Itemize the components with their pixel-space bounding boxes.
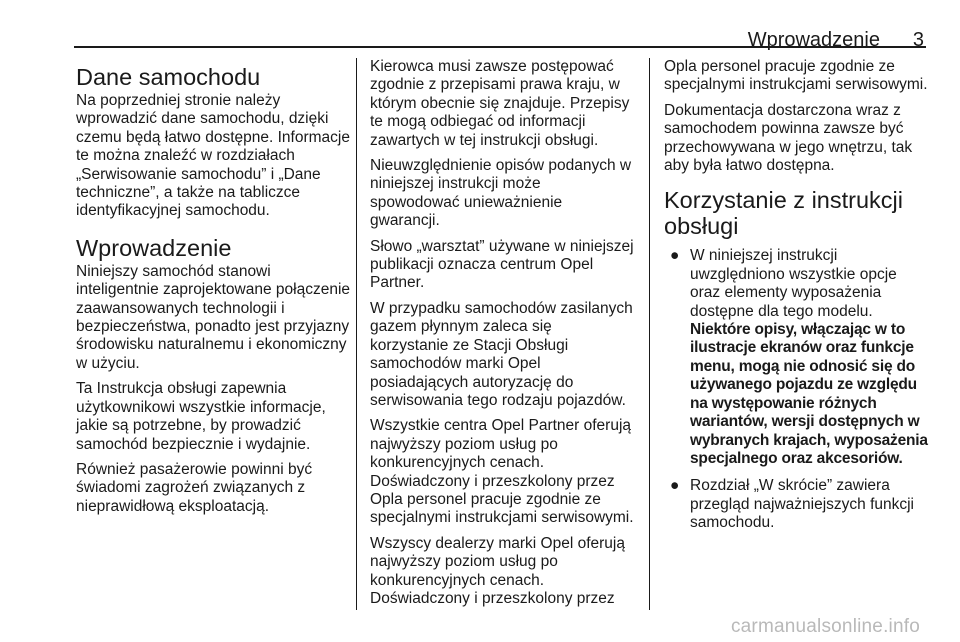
paragraph: Dokumentacja dostarczona wraz z samochodem powinna zawsze być przechowywana w jego wnętrzu, tak aby była łatwo dostępna.	[664, 101, 913, 175]
paragraph: Również pasażerowie powinni być świadomi zagrożeń związanych z nieprawidłową eksploatacją.	[76, 460, 313, 515]
page-header	[74, 0, 926, 51]
paragraph: Kierowca musi zawsze postępować zgodnie z przepisami prawa kraju, w którym obecnie się znajduje. Przepisy te mogą odbiegać od informacji zawartych w tej instrukcji obsługi.	[370, 58, 630, 149]
column-left	[76, 58, 352, 523]
heading-using-manual: Korzystanie z instrukcji obsługi	[664, 187, 903, 240]
column-middle	[370, 58, 634, 615]
paragraph: Wszystkie centra Opel Partner oferują najwyższy poziom usług po konkurencyjnych cenach. Doświadczony i przeszkolony przez Opla personel pracuje zgodnie ze specjalnymi instrukcjami serwisowymi.	[370, 417, 634, 527]
list-item-text: W niniejszej instrukcji uwzględniono wszystkie opcje oraz elementy wyposażenia dostępne dla tego modelu.	[690, 247, 897, 320]
column-divider	[649, 58, 650, 610]
paragraph: Opla personel pracuje zgodnie ze specjalnymi instrukcjami serwisowymi.	[664, 58, 928, 94]
watermark: carmanualsonline.info	[730, 616, 920, 637]
paragraph: Ta Instrukcja obsługi zapewnia użytkownikowi wszystkie informacje, jakie są potrzebne, by prowadzić samochód bezpiecznie i wydajnie.	[76, 380, 326, 453]
page-number: 3	[912, 29, 924, 51]
bullet-icon: ●	[670, 477, 680, 495]
heading-vehicle-data: Dane samochodu	[76, 64, 261, 90]
column-right	[664, 58, 930, 542]
paragraph: Wszyscy dealerzy marki Opel oferują najwyższy poziom usług po konkurencyjnych cenach. Doświadczony i przeszkolony przez	[370, 534, 625, 607]
paragraph: Na poprzedniej stronie należy wprowadzić dane samochodu, dzięki czemu będą łatwo dostępne. Informacje te można znaleźć w rozdziałach „Serwisowanie samochodu” i „Dane techniczne”, a także na tabliczce identyfikacyjnej samochodu.	[76, 92, 350, 220]
page-title: Wprowadzenie	[747, 29, 880, 51]
bullet-list	[664, 247, 930, 532]
paragraph: Słowo „warsztat” używane w niniejszej publikacji oznacza centrum Opel Partner.	[370, 237, 634, 292]
paragraph: Niniejszy samochód stanowi inteligentnie zaprojektowane połączenie zaawansowanych technologii i bezpieczeństwa, ponadto jest przyjazny środowisku naturalnemu i ekonomiczny w użyciu.	[76, 262, 351, 372]
heading-introduction: Wprowadzenie	[76, 234, 232, 261]
column-divider	[356, 58, 357, 610]
list-item-text: Rozdział „W skrócie” zawiera przegląd najważniejszych funkcji samochodu.	[690, 477, 915, 532]
list-item-bold-note: Niektóre opisy, włączając w to ilustracje ekranów oraz funkcje menu, mogą nie odnosić się do używanego pojazdu ze względu na występowanie różnych wariantów, wersji dostępnych w wybranych krajach, wyposażenia specjalnego oraz akcesoriów.	[690, 321, 928, 467]
bullet-icon: ●	[670, 247, 680, 265]
paragraph: W przypadku samochodów zasilanych gazem płynnym zaleca się korzystanie ze Stacji Obsługi samochodów marki Opel posiadających autoryzację do serwisowania tego rodzaju pojazdów.	[370, 299, 633, 409]
list-item	[664, 477, 930, 532]
list-item	[664, 247, 930, 468]
paragraph: Nieuwzględnienie opisów podanych w niniejszej instrukcji może spowodować unieważnienie gwarancji.	[370, 157, 632, 230]
